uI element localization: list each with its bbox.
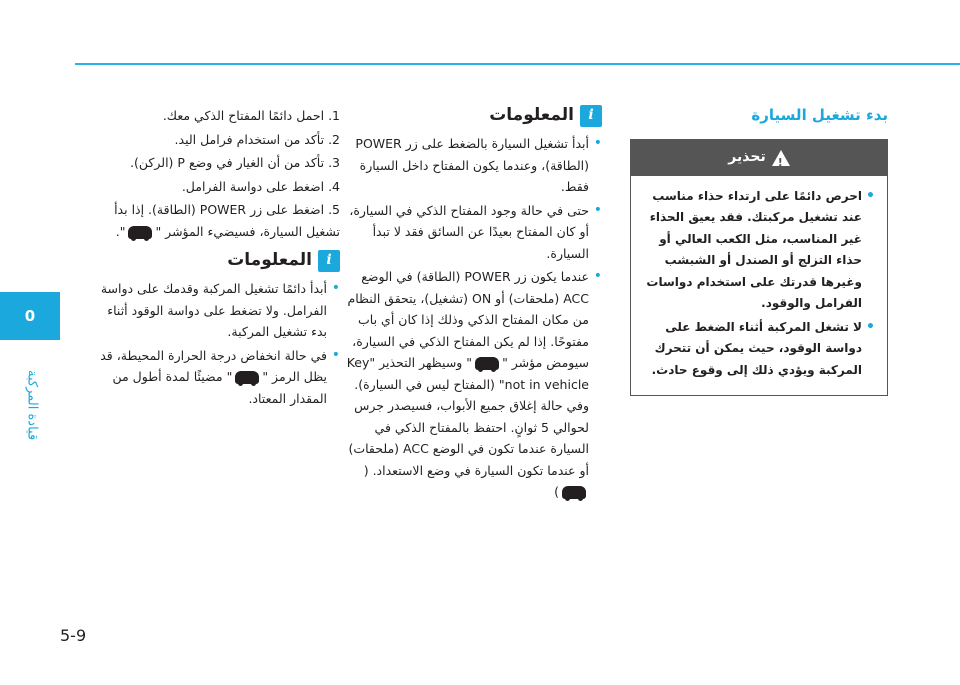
chapter-tab[interactable] [0,292,60,340]
car-indicator-icon [475,357,499,370]
info-item: • في حالة انخفاض درجة الحرارة المحيطة، قد يظل الرمز "" مضيئًا لمدة أطول من المقدار المعتاد. [92,345,340,410]
section-title: بدء تشغيل السيارة [751,106,888,124]
column-information [344,105,602,505]
warning-icon [772,150,790,166]
step-item: 2. تأكد من استخدام فرامل اليد. [174,131,340,147]
info-heading-text: المعلومات [227,250,312,271]
warning-item: • لا تشغل المركبة أثناء الضغط على دواسة الوقود، حيث يمكن أن تتحرك المركبة ويؤدي ذلك إلى وقوع حادث. [641,317,875,382]
chapter-title: قيادة المركبة [24,369,40,441]
page-number: 5-9 [60,626,87,645]
info-item: • حتى في حالة وجود المفتاح الذكي في السيارة، أو كان المفتاح بعيدًا عن السائق فقد لا تبدأ السيارة. [344,200,602,265]
chapter-number: 0 [24,307,36,325]
top-accent-rule [75,63,960,65]
warning-title: تحذير [728,148,766,165]
info-heading-text: المعلومات [489,105,574,126]
column-start-vehicle [630,105,888,396]
warning-box [630,139,888,397]
column-steps [92,105,340,411]
warning-header [631,140,887,176]
warning-item: • احرص دائمًا على ارتداء حذاء مناسب عند تشغيل مركبتك. فقد يعيق الحذاء غير المناسب، مثل الكعب العالي أو حذاء التزلج أو الصندل أو الشبشب وغيرها قدرتك على استخدام دواسات الفرامل والوقود. [641,186,875,315]
info-item: • عندما يكون زر POWER (الطاقة) في الوضع ACC (ملحقات) أو ON (تشغيل)، يتحقق النظام من مكان المفتاح الذكي وذلك إذا كان أي باب مفتوحًا. إذا لم يكن المفتاح الذكي في السيارة، سيومض مؤشر "" وسيظهر التحذير "Key not in vehicle" (المفتاح ليس في السيارة). وفي حالة إغلاق جميع الأبواب، فسيصدر جرس لحوالي 5 ثوانٍ. احتفظ بالمفتاح الذكي في السيارة عندما تكون في الوضع ACC (ملحقات) أو عندما تكون السيارة في وضع الاستعداد. () [344,266,602,503]
step-item: 3. تأكد من أن الغيار في وضع P (الركن). [130,155,340,170]
info-item: • أبدأ تشغيل السيارة بالضغط على زر POWER (الطاقة)، وعندما يكون المفتاح داخل السيارة فقط. [344,133,602,198]
info-icon: i [318,250,340,272]
step-item: 4. اضغط على دواسة الفرامل. [181,178,340,194]
car-indicator-icon [235,371,259,384]
step-item: 1. احمل دائمًا المفتاح الذكي معك. [162,108,340,123]
info-icon: i [580,105,602,127]
info-heading [92,250,340,272]
car-indicator-icon [128,226,152,239]
info-heading [344,105,602,127]
info-item: • أبدأ دائمًا تشغيل المركبة وقدمك على دواسة الفرامل. ولا تضغط على دواسة الوقود أثناء بدء تشغيل المركبة. [92,278,340,343]
step-item: 5. اضغط على زر POWER (الطاقة). إذا بدأ تشغيل السيارة، فسيضيء المؤشر "". [114,202,340,239]
warning-body [631,176,887,396]
car-indicator-icon [562,486,586,499]
